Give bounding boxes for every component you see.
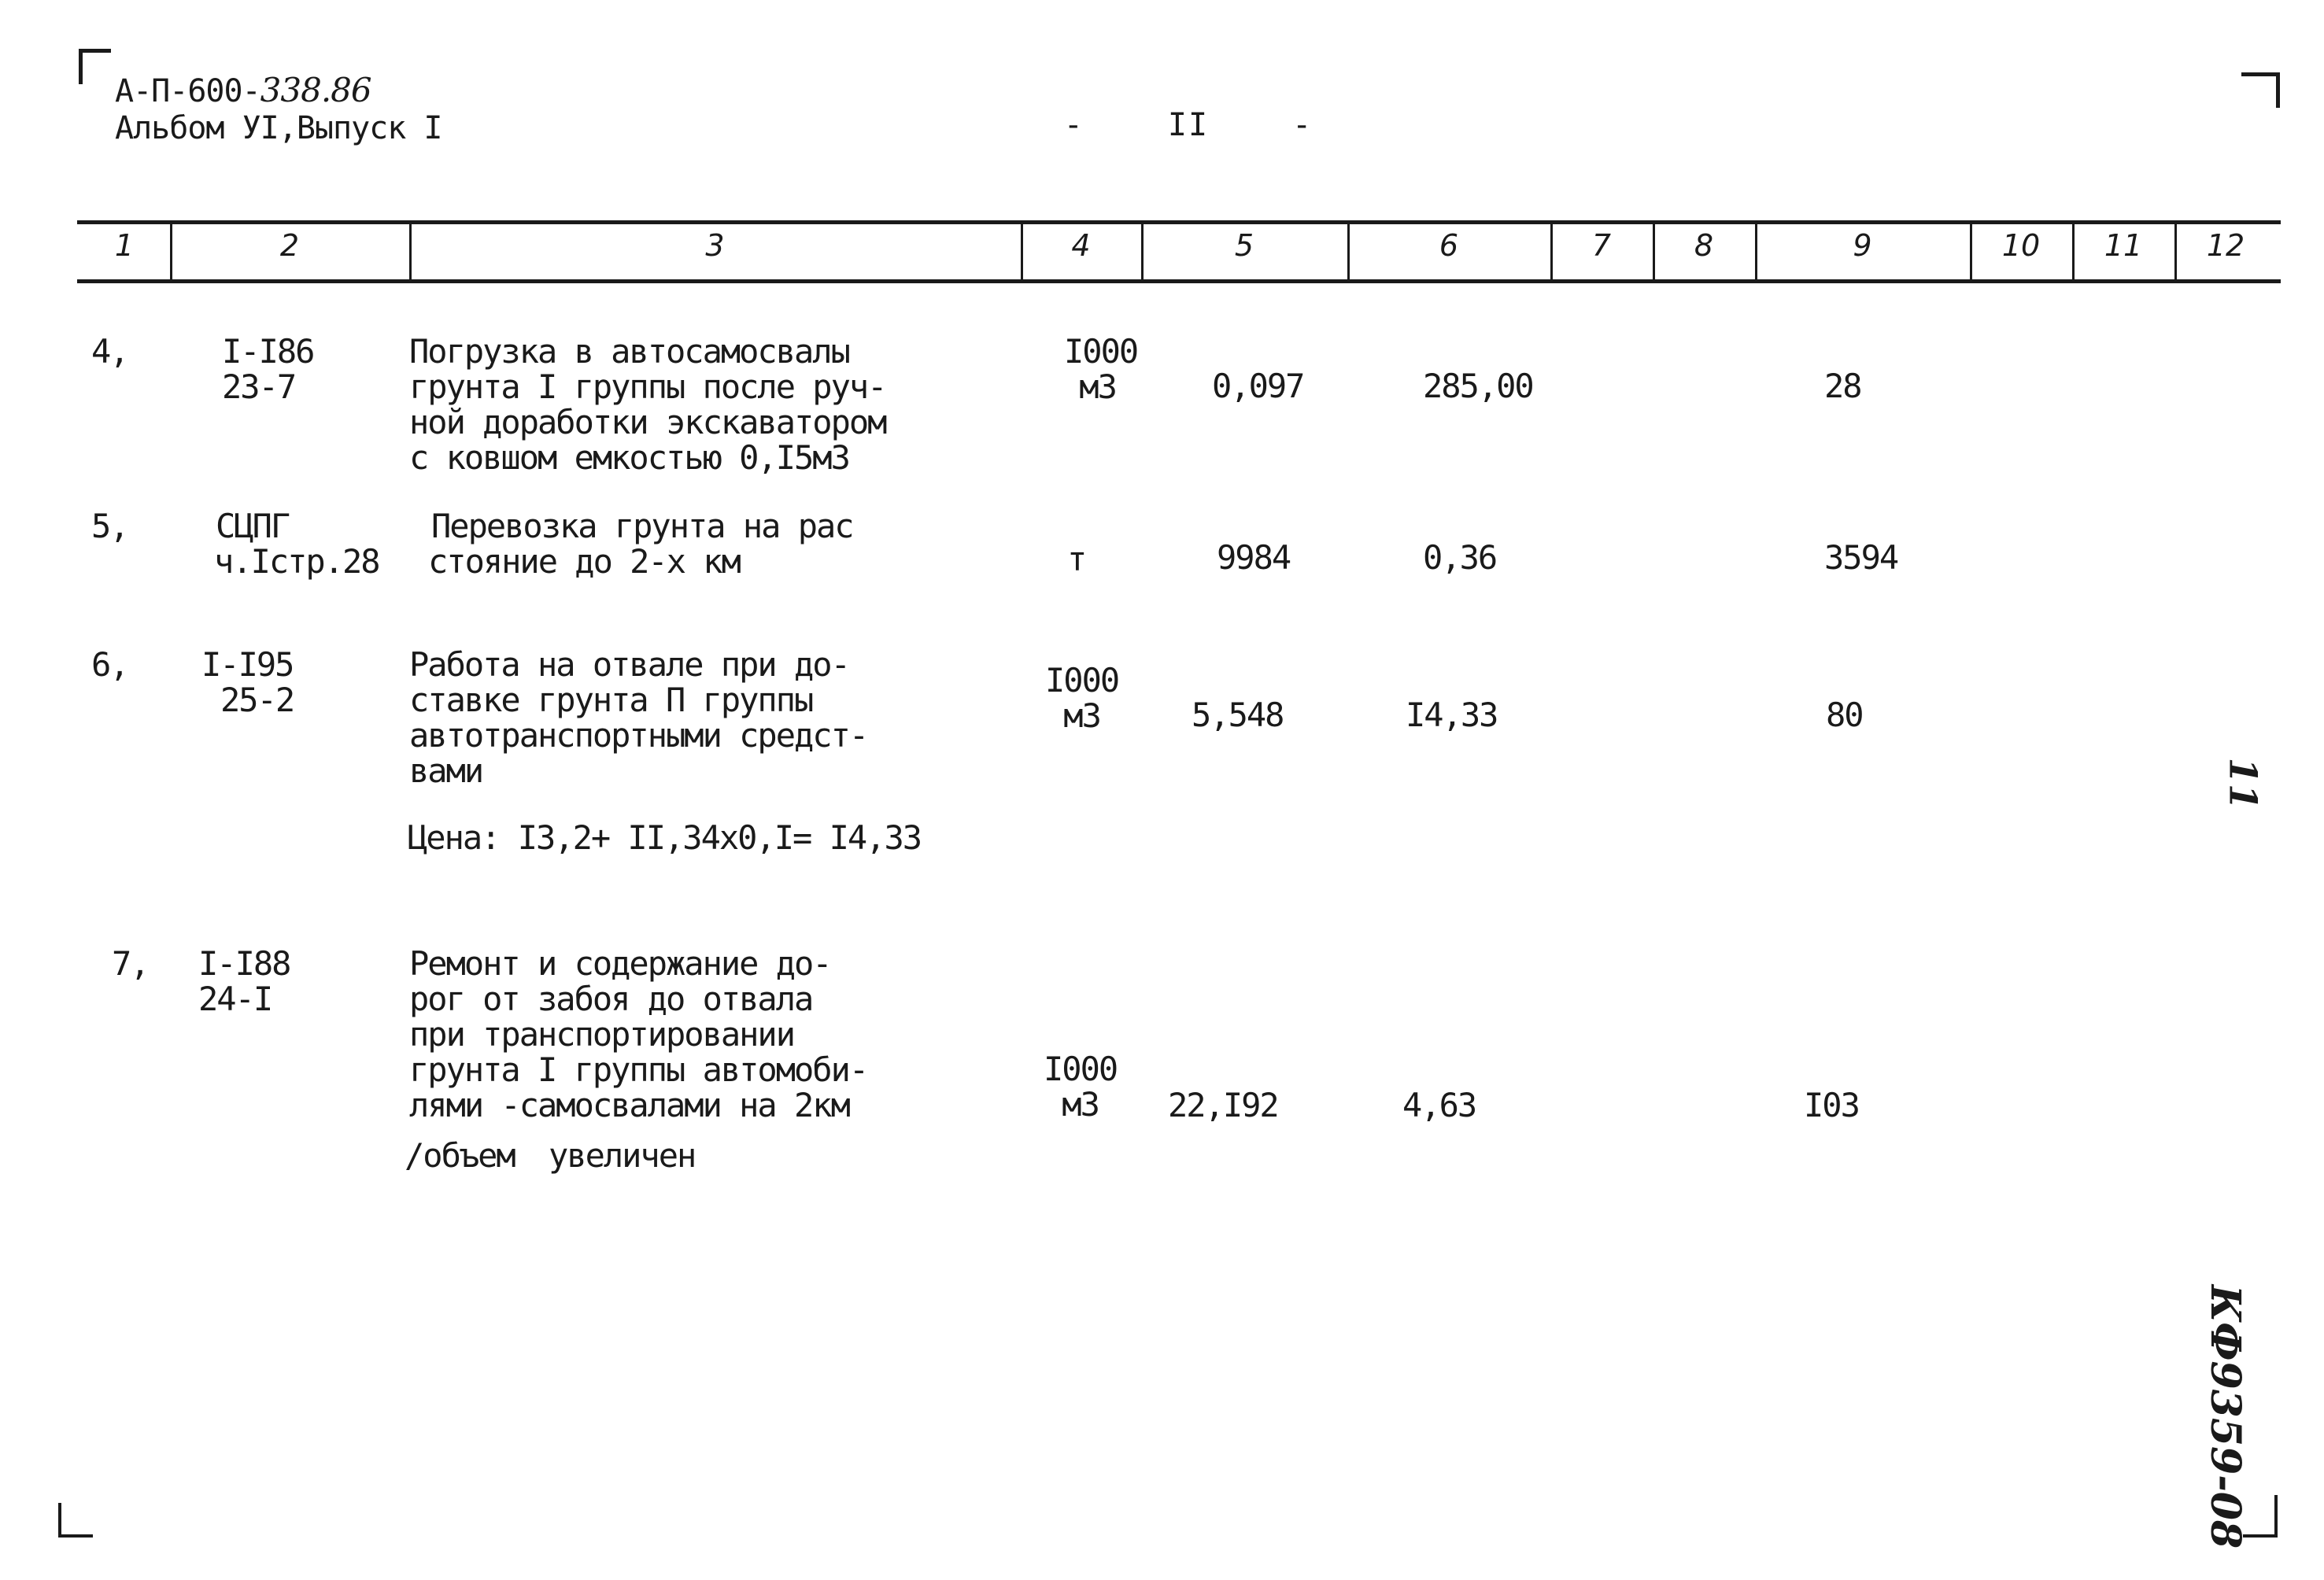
row-code-line: 24-І — [198, 980, 272, 1018]
description-line: Ремонт и содержание до- — [409, 944, 831, 983]
description-line: вами — [409, 751, 483, 790]
unit-line: м3 — [1063, 696, 1100, 735]
description-line: ной доработки экскаватором — [409, 403, 886, 441]
side-page-mark: 11 — [2220, 757, 2265, 810]
row-description — [409, 334, 885, 475]
column-number-2: 2 — [279, 228, 300, 263]
row-total: 3594 — [1824, 538, 1898, 577]
column-number-6: 6 — [1439, 228, 1459, 263]
column-number-1: 1 — [114, 228, 135, 263]
description-line: с ковшом емкостью 0,І5м3 — [409, 438, 849, 477]
document-code-printed: А-П-600- — [115, 73, 260, 109]
row-code — [198, 946, 290, 1017]
row-code-line: 25-2 — [220, 681, 294, 719]
row-price: 285,00 — [1423, 367, 1533, 405]
row-price: І4,33 — [1406, 696, 1498, 734]
description-line: при транспортировании — [409, 1015, 795, 1054]
column-number-3: 3 — [705, 228, 725, 263]
row-total: І03 — [1804, 1086, 1859, 1124]
row-description — [428, 507, 853, 581]
row-quantity: 0,097 — [1212, 367, 1304, 405]
description-line: рог от забоя до отвала — [409, 980, 813, 1018]
column-number-4: 4 — [1071, 228, 1091, 263]
unit-line: І000 — [1045, 661, 1119, 700]
column-number-11: 11 — [2104, 228, 2143, 263]
row-note: /объем увеличен — [405, 1136, 696, 1175]
unit-line: І000 — [1044, 1050, 1118, 1088]
row-code-line: І-І86 — [222, 332, 314, 371]
unit-line: м3 — [1062, 1085, 1099, 1124]
album-title: Альбом УІ,Выпуск І — [115, 110, 442, 146]
row-price: 0,36 — [1423, 538, 1497, 577]
row-code-line: І-І95 — [201, 645, 294, 684]
column-number-7: 7 — [1591, 228, 1612, 263]
column-number-10: 10 — [2001, 228, 2041, 263]
row-number: 4, — [91, 332, 128, 371]
row-code-line: ч.Істр.28 — [214, 542, 379, 581]
description-line: ставке грунта П группы — [409, 681, 813, 719]
row-code — [222, 334, 313, 404]
stamp-code: КФ9359-08 — [2201, 1284, 2250, 1549]
row-unit: т — [1067, 540, 1086, 578]
row-number: 6, — [91, 645, 128, 684]
table-header-top-rule — [77, 220, 2281, 224]
row-description — [409, 647, 867, 788]
unit-line: І000 — [1064, 332, 1138, 371]
row-quantity: 22,І92 — [1168, 1086, 1278, 1124]
row-quantity: 9984 — [1217, 538, 1291, 577]
row-unit — [1045, 663, 1118, 733]
row-unit — [1064, 334, 1137, 404]
page-number: - II - — [1063, 107, 1313, 143]
description-line: Перевозка грунта на рас — [431, 507, 853, 545]
row-quantity: 5,548 — [1192, 696, 1284, 734]
document-code-handwritten: 338.86 — [260, 71, 371, 109]
row-code — [214, 508, 379, 579]
corner-mark-top-left — [79, 49, 111, 84]
row-code-line: 23-7 — [222, 367, 296, 406]
description-line: стояние до 2-х км — [428, 542, 740, 581]
description-line: Работа на отвале при до- — [409, 645, 849, 684]
corner-mark-bottom-left — [58, 1503, 93, 1538]
row-code-line: СЦПГ — [216, 507, 290, 545]
row-number: 7, — [112, 944, 149, 983]
column-number-5: 5 — [1234, 228, 1254, 263]
row-number: 5, — [91, 507, 128, 545]
table-header-bottom-rule — [77, 279, 2281, 283]
unit-line: м3 — [1079, 367, 1116, 406]
description-line: лями -самосвалами на 2км — [409, 1086, 849, 1124]
description-line: грунта І группы после руч- — [409, 367, 886, 406]
row-total: 80 — [1826, 696, 1863, 734]
column-number-8: 8 — [1694, 228, 1714, 263]
row-code-line: І-І88 — [198, 944, 290, 983]
row-price: 4,63 — [1402, 1086, 1476, 1124]
description-line: автотранспортными средст- — [409, 716, 868, 755]
document-code — [115, 72, 371, 109]
corner-mark-top-right — [2241, 72, 2280, 108]
row-total: 28 — [1824, 367, 1861, 405]
column-number-9: 9 — [1853, 228, 1872, 263]
row-unit — [1044, 1051, 1117, 1122]
row-note: Цена: І3,2+ ІІ,34х0,І= І4,33 — [408, 818, 922, 857]
row-description — [409, 946, 867, 1123]
column-number-12: 12 — [2206, 228, 2245, 263]
description-line: Погрузка в автосамосвалы — [409, 332, 849, 371]
description-line: грунта І группы автомоби- — [409, 1050, 868, 1089]
row-code — [201, 647, 294, 718]
